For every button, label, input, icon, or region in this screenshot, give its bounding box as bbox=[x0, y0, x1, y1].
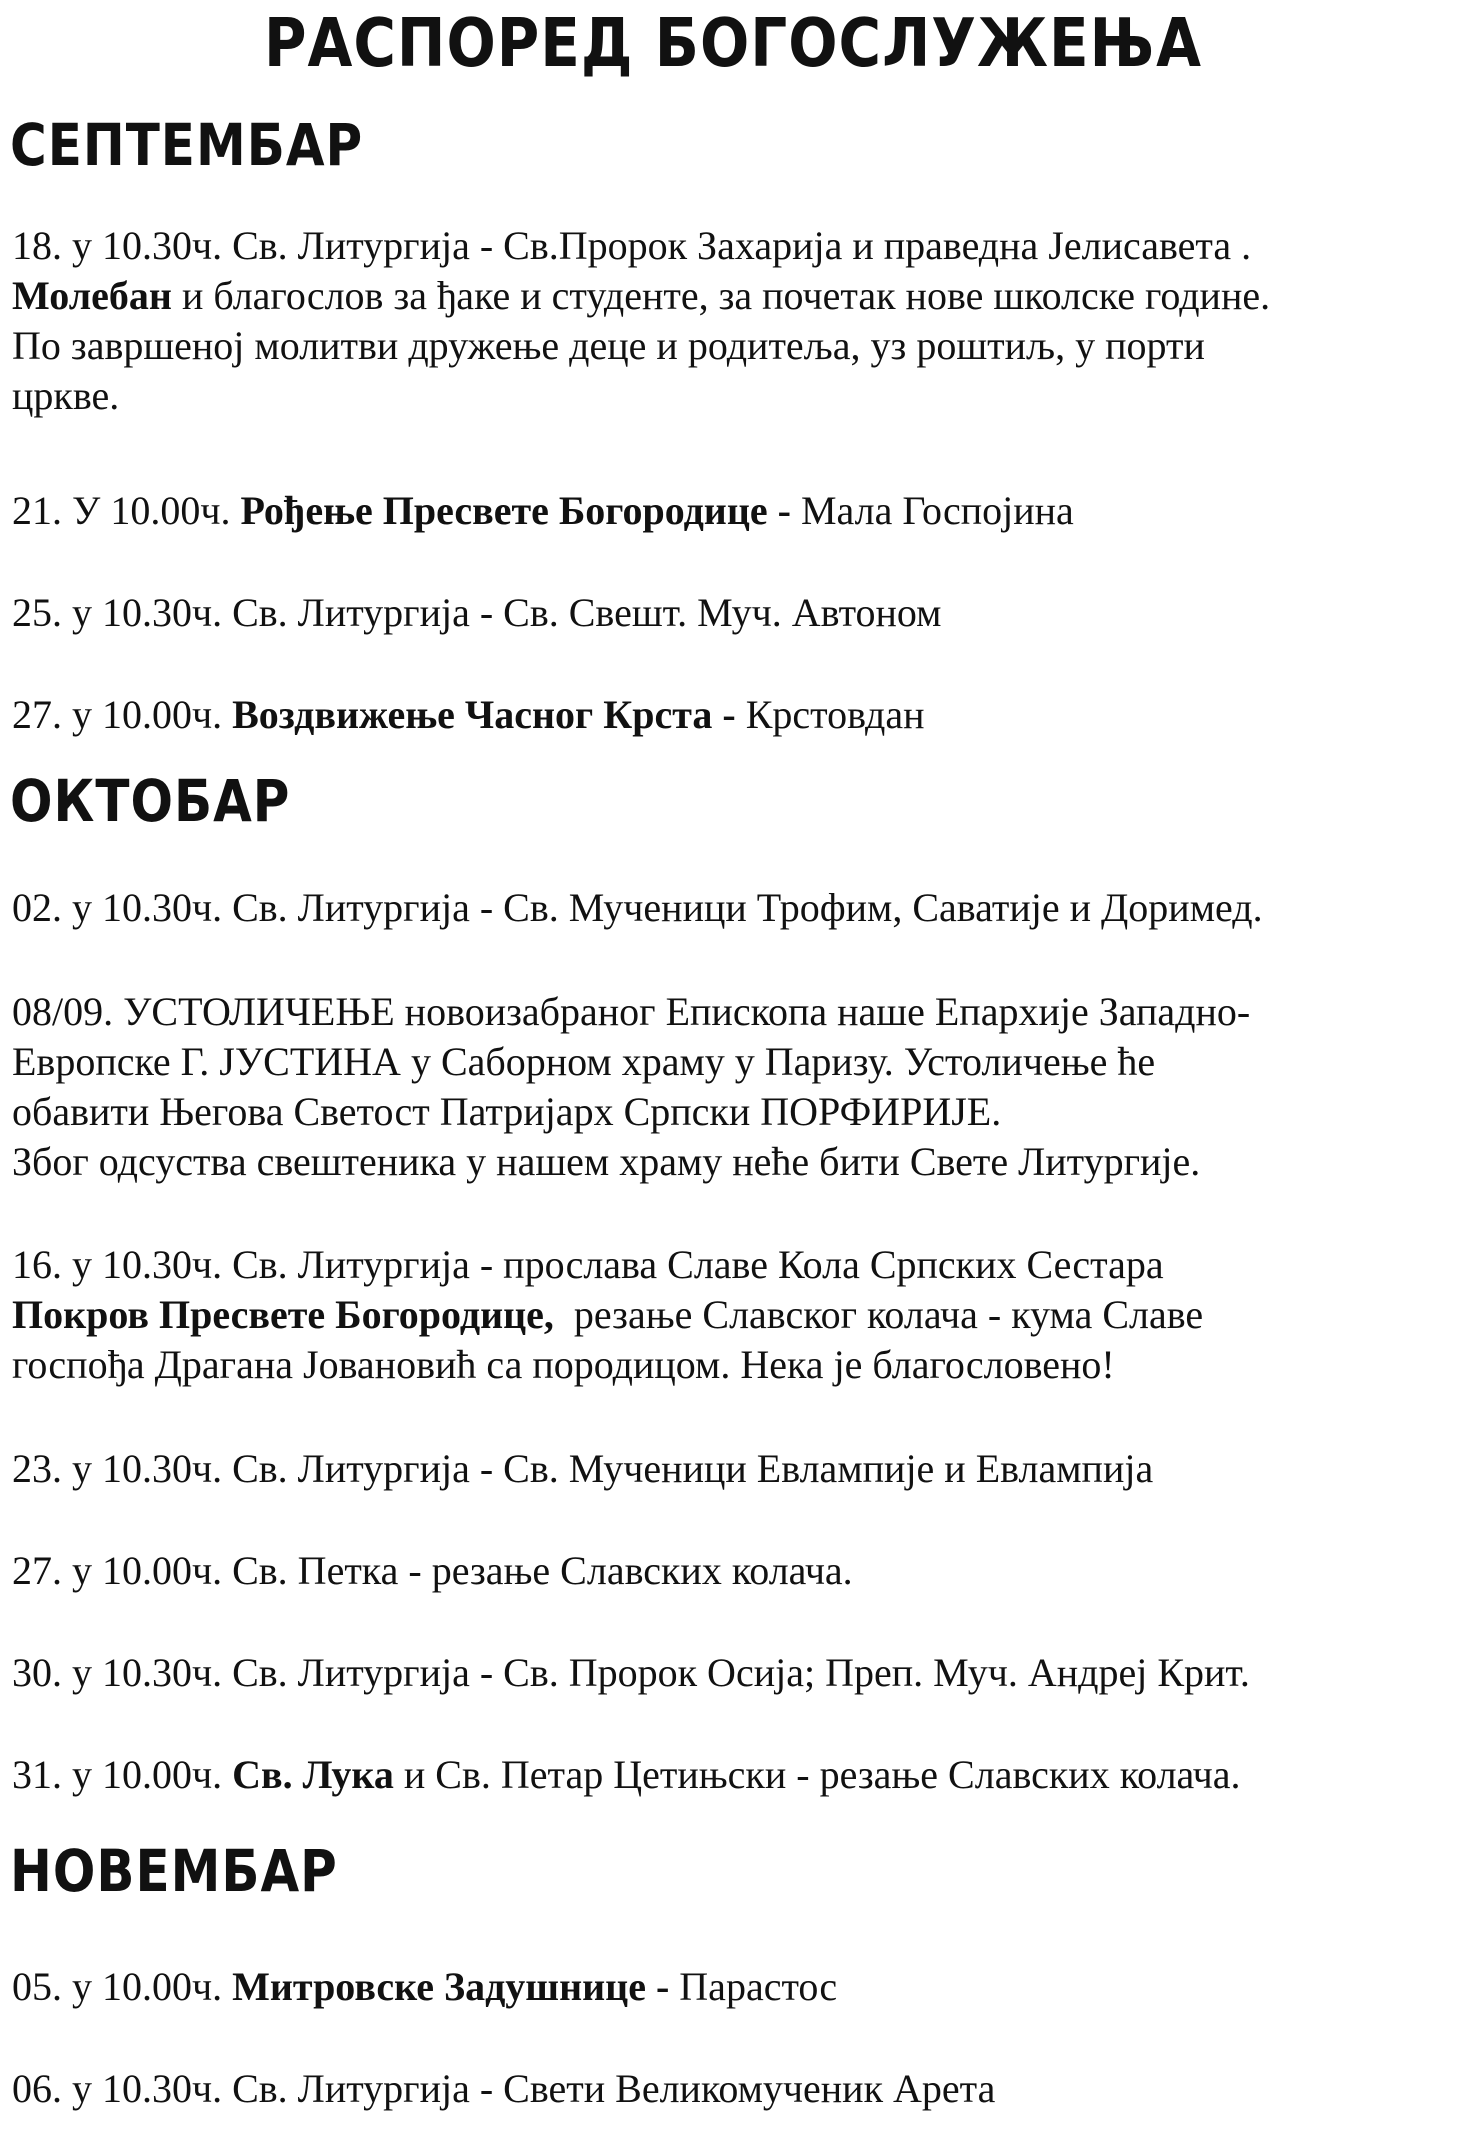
entry-text: 05. у 10.00ч. bbox=[12, 1964, 233, 2009]
schedule-entry bbox=[12, 1546, 1452, 1596]
entry-line: 23. у 10.30ч. Св. Литургија - Св. Мученици Евлампије и Евлампија bbox=[12, 1446, 1154, 1491]
entry-line: 25. у 10.30ч. Св. Литургија - Св. Свешт. Муч. Автоном bbox=[12, 590, 942, 635]
entry-line: 30. у 10.30ч. Св. Литургија - Св. Пророк Осија; Преп. Муч. Андреј Крит. bbox=[12, 1650, 1250, 1695]
entry-line: 08/09. УСТОЛИЧЕЊЕ новоизабраног Епископа наше Епархије Западно- bbox=[12, 989, 1251, 1034]
schedule-entry bbox=[12, 221, 1452, 421]
entry-line: 02. у 10.30ч. Св. Литургија - Св. Мученици Трофим, Саватије и Доримед. bbox=[12, 885, 1263, 930]
page-title: РАСПОРЕД БОГОСЛУЖЕЊА bbox=[263, 4, 1203, 83]
schedule-entry bbox=[12, 1962, 1452, 2012]
entry-bold-text: Рођење Пресвете Богородице - bbox=[240, 488, 791, 533]
schedule-entry bbox=[12, 1648, 1452, 1698]
schedule-entry bbox=[12, 1240, 1452, 1390]
schedule-entry bbox=[12, 883, 1452, 933]
entry-bold-text: Св. Лука bbox=[232, 1752, 394, 1797]
entry-line bbox=[12, 486, 1452, 536]
entry-text: 31. у 10.00ч. bbox=[12, 1752, 233, 1797]
entry-line bbox=[12, 1962, 1452, 2012]
schedule-entry bbox=[12, 690, 1452, 740]
schedule-entry bbox=[12, 1750, 1452, 1800]
entry-line: 18. у 10.30ч. Св. Литургија - Св.Пророк Захарија и праведна Јелисавета . bbox=[12, 223, 1252, 268]
entry-text: 21. У 10.00ч. bbox=[12, 488, 241, 533]
schedule-entry bbox=[12, 1444, 1452, 1494]
entry-line: госпођа Драгана Јовановић са породицом. Нека је благословено! bbox=[12, 1342, 1115, 1387]
entry-line: Европске Г. ЈУСТИНА у Саборном храму у Паризу. Устоличење ће bbox=[12, 1039, 1156, 1084]
month-heading-november: НОВЕМБАР bbox=[10, 1838, 338, 1905]
entry-line bbox=[12, 1290, 1452, 1340]
entry-text: Мала Госпојина bbox=[790, 488, 1074, 533]
entry-line bbox=[12, 1750, 1452, 1800]
schedule-entry bbox=[12, 588, 1452, 638]
entry-text: и благослов за ђаке и студенте, за почетак нове школске године. bbox=[171, 273, 1271, 318]
entry-text: резање Славског колача - кума Славе bbox=[553, 1292, 1204, 1337]
entry-bold-text: Митровске Задушнице - bbox=[232, 1964, 670, 2009]
entry-text: и Св. Петар Цетињски - резање Славских колача. bbox=[393, 1752, 1241, 1797]
schedule-entry bbox=[12, 486, 1452, 536]
entry-text: 27. у 10.00ч. bbox=[12, 692, 233, 737]
entry-bold-text: Молебан bbox=[12, 273, 172, 318]
entry-line: цркве. bbox=[12, 373, 120, 418]
entry-line: обавити Његова Светост Патријарх Српски ПОРФИРИЈЕ. bbox=[12, 1089, 1002, 1134]
schedule-entry bbox=[12, 2064, 1452, 2114]
month-heading-october: ОКТОБАР bbox=[10, 768, 291, 835]
entry-line: Због одсуства свештеника у нашем храму неће бити Свете Литургије. bbox=[12, 1139, 1201, 1184]
entry-bold-text: Покров Пресвете Богородице, bbox=[12, 1292, 554, 1337]
entry-line: По завршеној молитви дружење деце и родитеља, уз роштиљ, у порти bbox=[12, 323, 1205, 368]
entry-line: 27. у 10.00ч. Св. Петка - резање Славских колача. bbox=[12, 1548, 853, 1593]
entry-text: Парастос bbox=[669, 1964, 838, 2009]
entry-text: Крстовдан bbox=[735, 692, 925, 737]
entry-line bbox=[12, 690, 1452, 740]
entry-bold-text: Воздвижење Часног Крста - bbox=[232, 692, 736, 737]
entry-line: 16. у 10.30ч. Св. Литургија - прослава Славе Кола Српских Сестара bbox=[12, 1242, 1164, 1287]
entry-line: 06. у 10.30ч. Св. Литургија - Свети Великомученик Арета bbox=[12, 2066, 996, 2111]
month-heading-september: СЕПТЕМБАР bbox=[10, 112, 364, 179]
schedule-entry bbox=[12, 987, 1452, 1187]
entry-line bbox=[12, 271, 1452, 321]
